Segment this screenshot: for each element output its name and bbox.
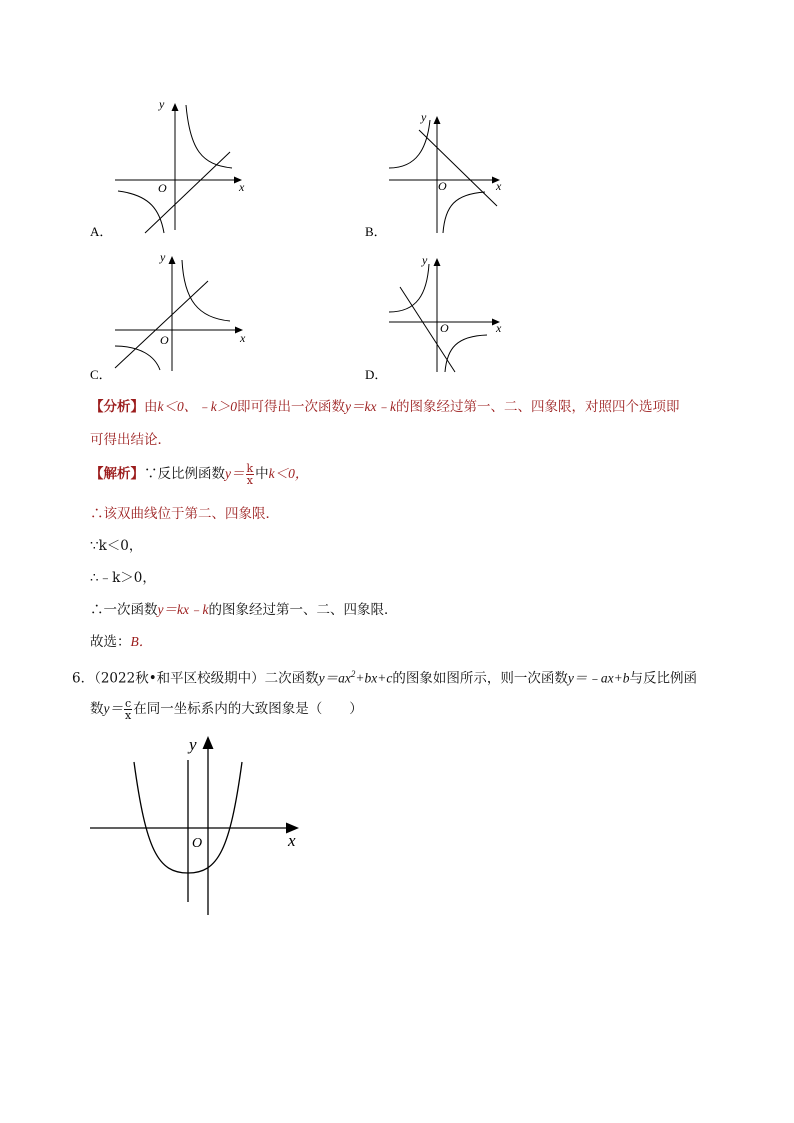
explain-post: 中 xyxy=(255,466,269,482)
graph-d-svg xyxy=(385,250,510,375)
quadratic-rest: +bx+c xyxy=(355,670,393,686)
quadratic-exponent: 2 xyxy=(350,669,356,679)
y-arrow xyxy=(172,103,179,111)
analysis-tag: 【分析】 xyxy=(90,399,144,415)
step-4-function: y＝kx﹣k xyxy=(157,602,209,617)
option-a-label: A． xyxy=(90,224,113,239)
analysis-mid: 即可得出一次函数 xyxy=(236,399,345,415)
hyperbola-branch-q1 xyxy=(182,260,230,321)
question-number: 6． xyxy=(72,670,95,687)
graph-c-svg xyxy=(110,248,250,373)
y-arrow xyxy=(203,736,214,749)
explain-y: y＝ xyxy=(225,466,245,481)
question-text-2: 的图象如图所示，则一次函数 xyxy=(392,670,568,687)
analysis-condition: k＜0、﹣k＞0 xyxy=(157,399,237,414)
question-line2-pre: 数 xyxy=(90,701,104,717)
step-4-pre: ∴一次函数 xyxy=(90,602,158,618)
graph-b xyxy=(385,108,510,236)
inverse-y: y＝ xyxy=(103,701,123,716)
answer-line xyxy=(90,632,152,652)
y-arrow xyxy=(434,116,441,124)
fraction-denominator: x xyxy=(246,474,253,487)
x-axis-label: x xyxy=(288,831,296,850)
graph-c xyxy=(110,248,250,373)
y-axis-label: y xyxy=(159,97,165,111)
fraction-numerator: c xyxy=(125,697,132,710)
origin-label: O xyxy=(192,836,203,851)
y-axis-label: y xyxy=(422,253,428,267)
origin-label: O xyxy=(160,333,169,347)
step-2: ∵k＜0， xyxy=(90,538,143,554)
step-4-post: 的图象经过第一、二、四象限． xyxy=(208,602,398,618)
y-arrow xyxy=(434,258,441,266)
analysis-pre: 由 xyxy=(144,399,158,415)
question-6-line-2 xyxy=(90,698,363,721)
hyperbola-branch-q1 xyxy=(186,105,232,168)
analysis-line-2: 可得出结论． xyxy=(90,432,171,448)
explain-tag: 【解析】 xyxy=(90,466,144,482)
x-axis-label: x xyxy=(496,179,502,193)
question-6-line-1 xyxy=(72,664,697,689)
hyperbola-branch-q2 xyxy=(389,120,430,168)
origin-label: O xyxy=(440,321,449,335)
analysis-function: y＝kx﹣k xyxy=(344,399,396,414)
x-axis-label: x xyxy=(496,321,502,335)
x-axis-label: x xyxy=(239,180,245,194)
analysis-post: 的图象经过第一、二、四象限，对照四个选项即 xyxy=(395,399,680,415)
graph-parabola-svg xyxy=(88,730,308,920)
graph-d xyxy=(385,250,510,375)
origin-label: O xyxy=(438,179,447,193)
y-axis-label: y xyxy=(160,250,166,264)
hyperbola-branch-q3 xyxy=(118,191,164,233)
option-d-label: D． xyxy=(365,367,388,382)
step-3: ∴﹣k＞0， xyxy=(90,570,156,586)
fraction-numerator: k xyxy=(246,462,254,475)
linear-function: y＝﹣ax+b xyxy=(567,670,630,686)
y-axis-label: y xyxy=(421,110,427,124)
origin-label: O xyxy=(158,181,167,195)
option-b-label: B． xyxy=(365,224,387,239)
step-1: ∴该双曲线位于第二、四象限． xyxy=(90,506,279,522)
quadratic-y: y＝ax xyxy=(318,670,351,686)
option-c-label: C． xyxy=(90,367,112,382)
analysis-line-1 xyxy=(90,397,679,417)
straight-line xyxy=(419,130,497,206)
fraction-denominator: x xyxy=(125,709,132,722)
explain-condition: k＜0， xyxy=(268,466,309,481)
graph-a xyxy=(110,95,250,235)
hyperbola-branch-q3 xyxy=(115,346,160,370)
hyperbola-branch-q4 xyxy=(443,192,485,233)
fraction-c-over-x xyxy=(124,698,132,721)
answer-value: B． xyxy=(130,634,153,649)
explain-pre: ∵反比例函数 xyxy=(144,466,225,482)
explain-line xyxy=(90,463,308,486)
y-arrow xyxy=(169,256,176,264)
question-text-3: 与反比例函 xyxy=(629,670,697,687)
question-line2-post: 在同一坐标系内的大致图象是（ ） xyxy=(133,701,363,717)
graph-a-svg xyxy=(110,95,250,235)
graph-parabola xyxy=(88,730,308,920)
question-text-1: 二次函数 xyxy=(264,670,319,687)
fraction-k-over-x xyxy=(246,463,255,486)
straight-line xyxy=(115,281,208,368)
answer-pre: 故选： xyxy=(90,634,131,650)
graph-b-svg xyxy=(385,108,510,236)
x-axis-label: x xyxy=(240,331,246,345)
y-axis-label: y xyxy=(189,735,197,754)
question-source: （2022秋•和平区校级期中） xyxy=(94,670,265,687)
hyperbola-branch-q2 xyxy=(389,264,429,312)
step-4 xyxy=(90,600,397,620)
